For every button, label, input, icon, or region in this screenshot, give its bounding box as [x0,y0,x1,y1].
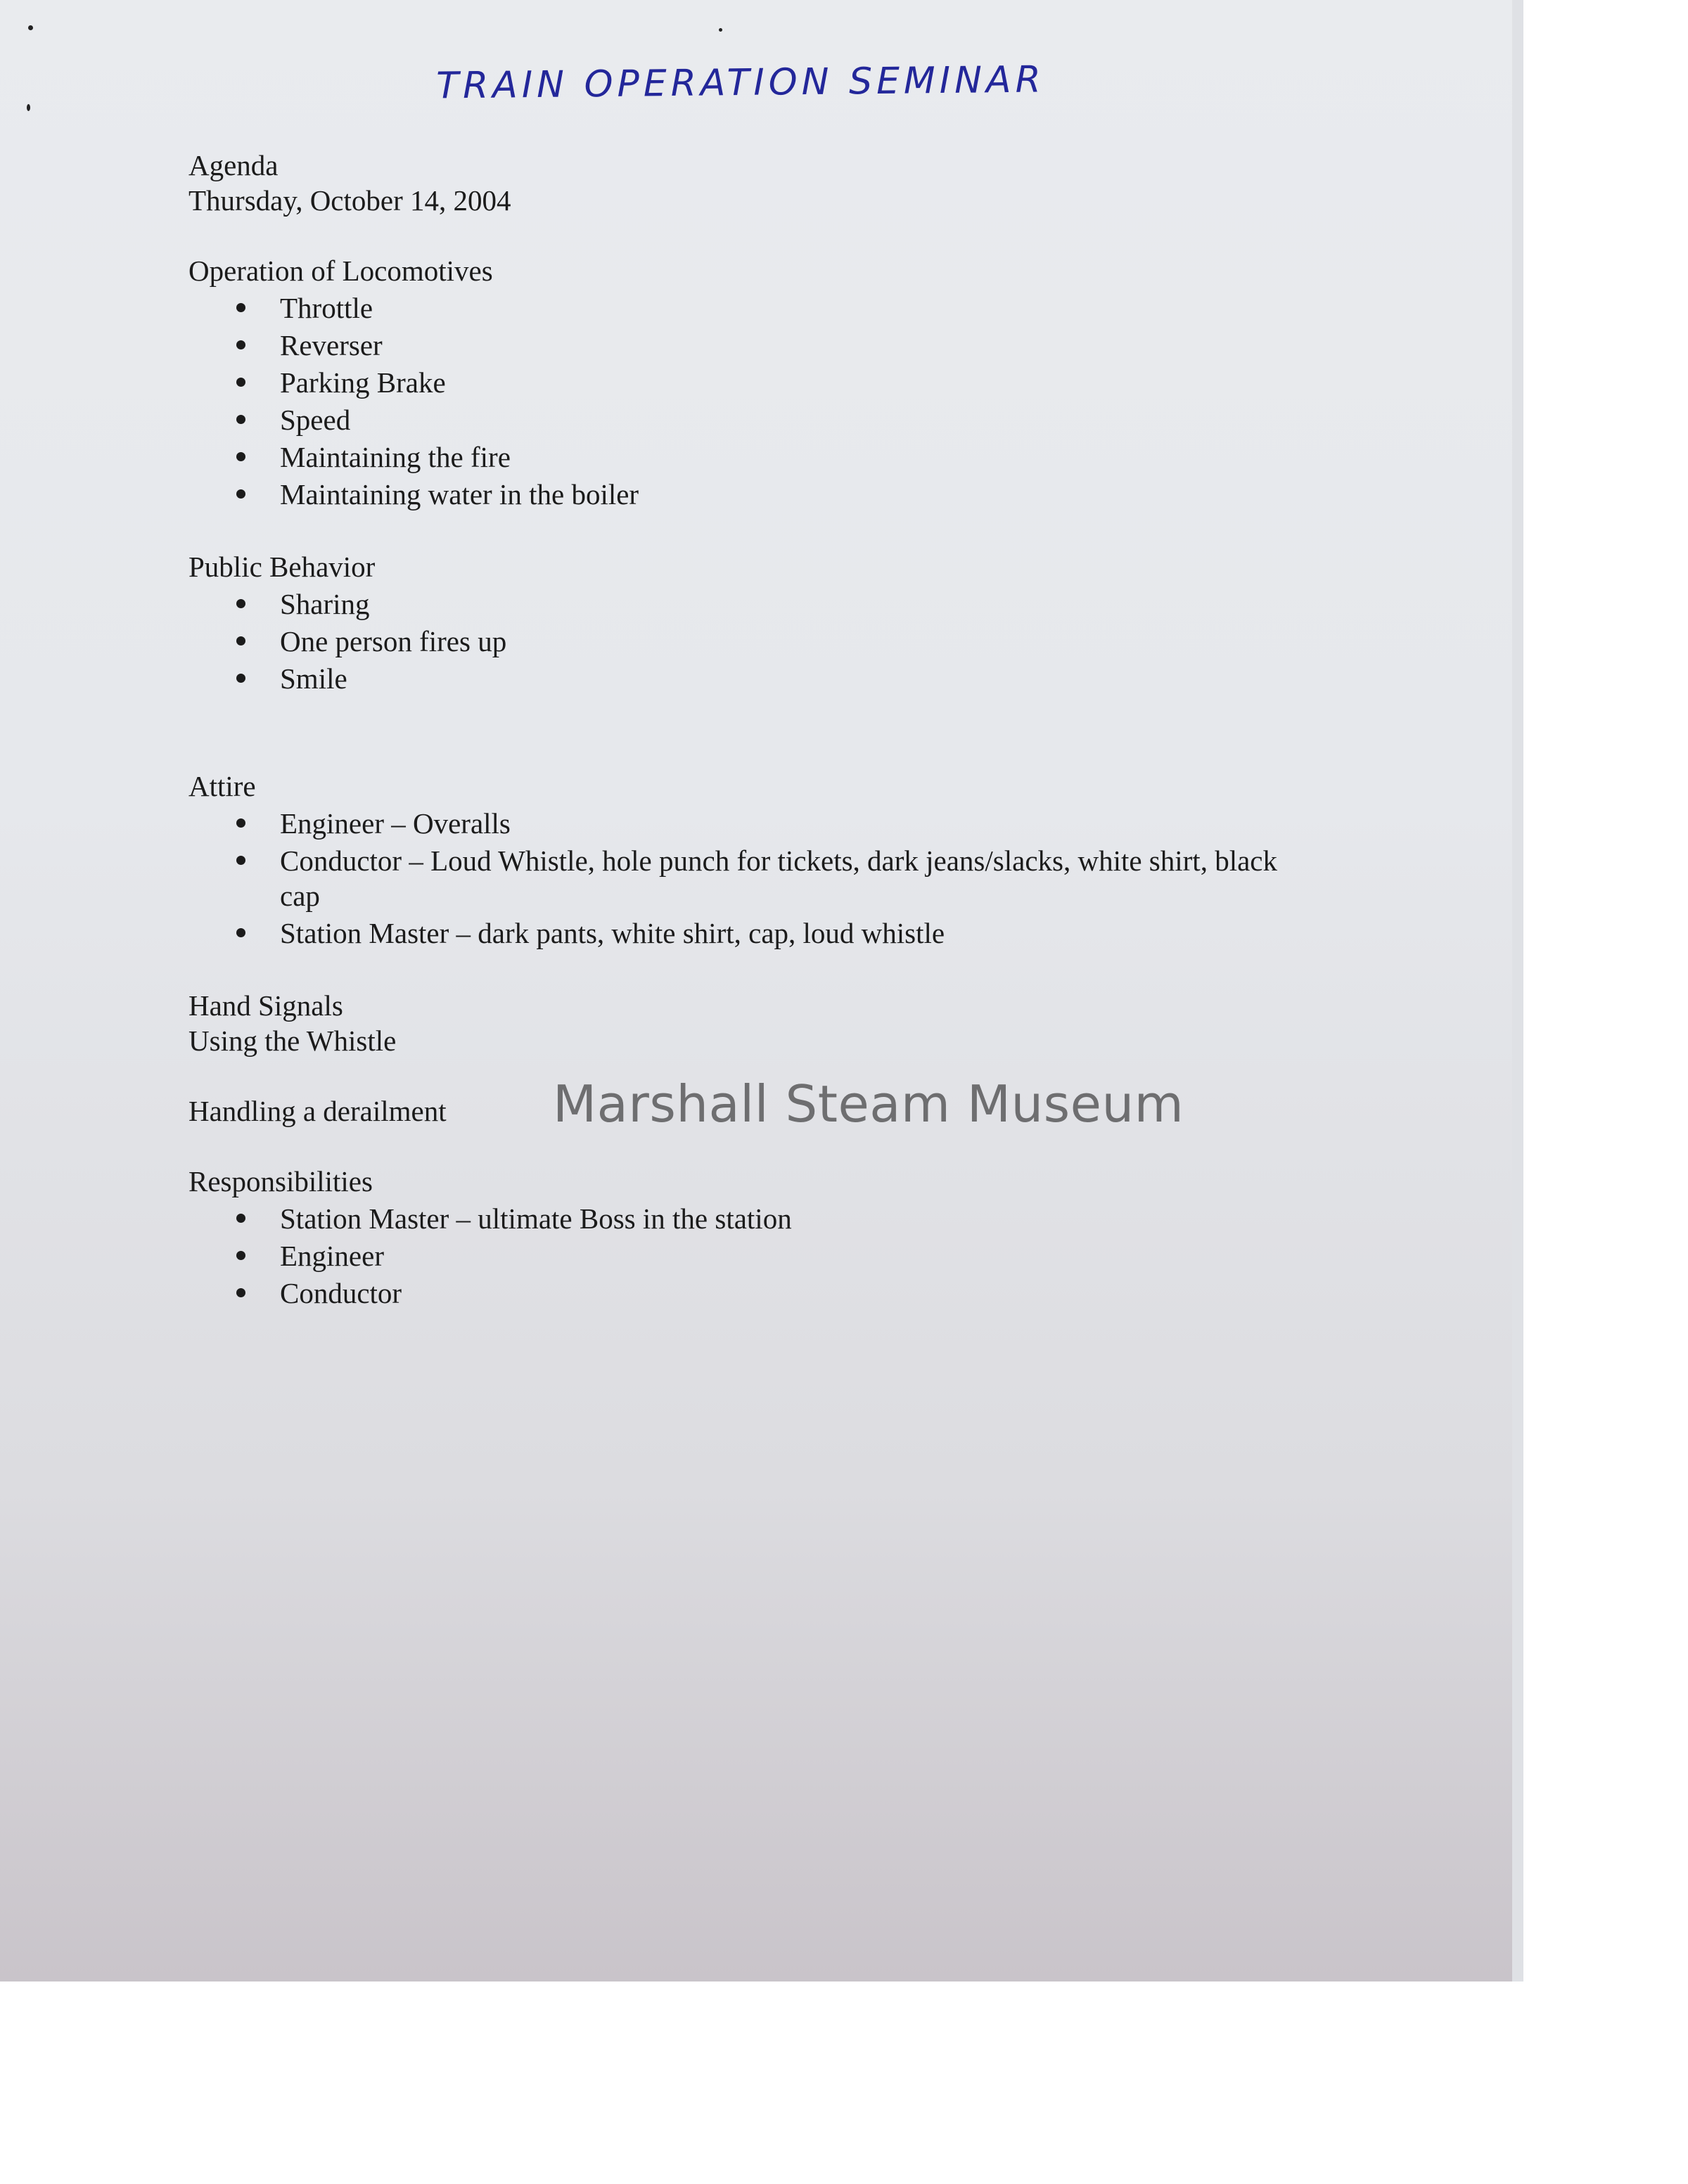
locomotives-list [188,290,1314,512]
scan-speck [28,25,33,30]
agenda-date: Thursday, October 14, 2004 [188,184,511,217]
list-item: One person fires up [188,624,1314,659]
public-behavior-list [188,586,1314,696]
museum-watermark: Marshall Steam Museum [553,1074,1184,1133]
list-item: Smile [188,661,1314,696]
list-item: Maintaining the fire [188,439,1314,475]
list-item: Conductor [188,1276,1314,1311]
list-item: Station Master – ultimate Boss in the station [188,1201,1314,1236]
agenda-heading: Agenda [188,149,279,181]
handwritten-title: TRAIN OPERATION SEMINAR [435,58,1045,108]
section-heading-locomotives: Operation of Locomotives [188,255,493,287]
list-item: Engineer [188,1238,1314,1273]
list-item: Engineer – Overalls [188,806,1314,841]
scan-speck [719,28,722,32]
list-item: Maintaining water in the boiler [188,477,1314,512]
list-item: Conductor – Loud Whistle, hole punch for tickets, dark jeans/slacks, white shirt, black cap [188,843,1314,913]
list-item: Throttle [188,290,1314,326]
agenda-document [188,148,1314,1313]
section-heading-public-behavior: Public Behavior [188,551,376,583]
section-heading-responsibilities: Responsibilities [188,1165,373,1197]
section-heading-attire: Attire [188,770,256,802]
section-heading-hand-signals: Hand Signals [188,989,343,1022]
list-item: Reverser [188,328,1314,363]
responsibilities-list [188,1201,1314,1311]
list-item: Parking Brake [188,365,1314,400]
section-heading-whistle: Using the Whistle [188,1024,397,1057]
page-edge [1512,0,1523,1981]
attire-list [188,806,1314,951]
list-item: Speed [188,402,1314,437]
list-item: Sharing [188,586,1314,622]
list-item: Station Master – dark pants, white shirt, cap, loud whistle [188,916,1314,951]
section-heading-derailment: Handling a derailment [188,1095,447,1127]
